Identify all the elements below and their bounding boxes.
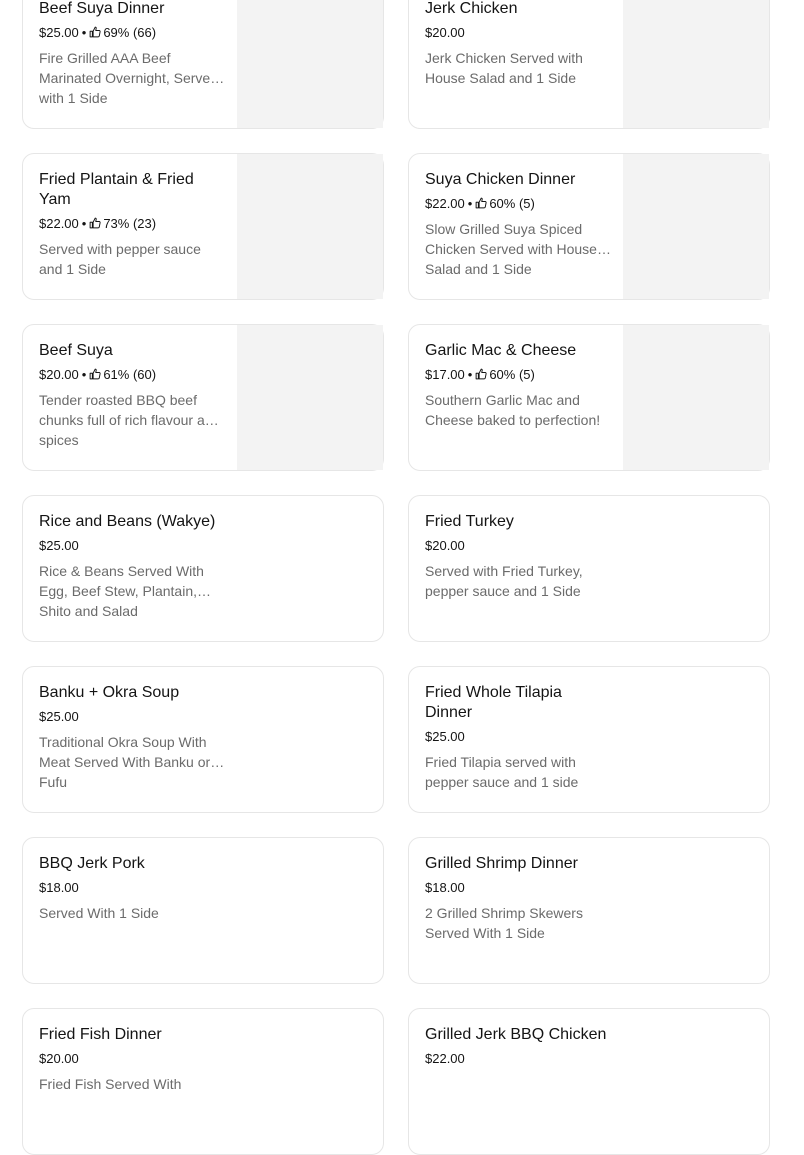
menu-item-name: Beef Suya — [39, 342, 113, 359]
menu-item-info — [39, 854, 225, 923]
menu-item-rating — [79, 25, 156, 40]
menu-item-price: $22.00 — [425, 1051, 465, 1066]
separator-dot: • — [467, 196, 473, 211]
menu-item-image — [237, 325, 383, 470]
menu-item-image — [237, 154, 383, 299]
menu-item-price: $22.00 — [425, 196, 465, 211]
menu-item-price: $25.00 — [425, 729, 465, 744]
menu-item-meta — [39, 366, 225, 384]
menu-item-price: $17.00 — [425, 367, 465, 382]
menu-item-info — [39, 683, 225, 790]
menu-item-info — [39, 0, 225, 106]
menu-item-name: Garlic Mac & Cheese — [425, 342, 577, 359]
menu-item-grid — [22, 0, 772, 1155]
menu-item-rating — [79, 367, 156, 382]
menu-item-card[interactable] — [408, 324, 770, 471]
menu-item-meta — [39, 879, 225, 897]
menu-item-meta — [39, 1050, 225, 1068]
menu-item-description: Traditional Okra Soup With Meat Served With Banku or Fufu — [39, 734, 211, 790]
menu-item-price: $25.00 — [39, 709, 79, 724]
menu-item-card[interactable] — [22, 666, 384, 813]
thumbs-up-icon — [89, 368, 101, 380]
menu-item-info — [39, 512, 225, 619]
menu-item-rating — [79, 216, 156, 231]
menu-item-rating-text: 60% (5) — [489, 196, 535, 211]
menu-item-info — [39, 341, 225, 448]
menu-item-card[interactable] — [22, 0, 384, 129]
menu-item-meta — [425, 1050, 611, 1068]
menu-item-card[interactable] — [22, 837, 384, 984]
menu-item-card[interactable] — [408, 0, 770, 129]
menu-item-description: Served with pepper sauce and 1 Side — [39, 241, 201, 277]
menu-item-name: Grilled Jerk BBQ Chicken — [425, 1026, 607, 1043]
menu-item-card[interactable] — [408, 837, 770, 984]
menu-item-meta — [39, 708, 225, 726]
menu-item-card[interactable] — [22, 495, 384, 642]
menu-item-description: Slow Grilled Suya Spiced Chicken Served with House Salad and 1 Side — [425, 221, 597, 277]
menu-item-card[interactable] — [22, 1008, 384, 1155]
separator-dot: • — [81, 367, 87, 382]
menu-item-image — [623, 325, 769, 470]
menu-item-rating-text: 73% (23) — [103, 216, 157, 231]
menu-item-name: Fried Whole Tilapia Dinner — [425, 684, 562, 721]
menu-item-price: $20.00 — [425, 538, 465, 553]
menu-item-name: Fried Fish Dinner — [39, 1026, 162, 1043]
menu-item-description: Southern Garlic Mac and Cheese baked to perfection! — [425, 392, 601, 428]
menu-item-image — [623, 0, 769, 128]
menu-item-price: $18.00 — [425, 880, 465, 895]
thumbs-up-icon — [89, 217, 101, 229]
menu-item-name: BBQ Jerk Pork — [39, 855, 145, 872]
menu-item-meta — [39, 537, 225, 555]
menu-item-description: Served With 1 Side — [39, 905, 159, 921]
menu-item-meta — [425, 728, 611, 746]
menu-item-rating — [465, 367, 535, 382]
menu-item-card[interactable] — [22, 153, 384, 300]
separator-dot: • — [81, 25, 87, 40]
menu-item-image — [237, 0, 383, 128]
menu-item-image — [623, 154, 769, 299]
menu-item-info — [425, 512, 611, 601]
menu-item-price: $22.00 — [39, 216, 79, 231]
menu-item-card[interactable] — [408, 1008, 770, 1155]
menu-item-meta — [425, 879, 611, 897]
menu-item-price: $20.00 — [39, 367, 79, 382]
menu-item-description: Fried Tilapia served with pepper sauce and 1 side — [425, 754, 579, 790]
menu-item-rating — [465, 196, 535, 211]
menu-item-card[interactable] — [408, 153, 770, 300]
menu-item-meta — [425, 537, 611, 555]
menu-item-price: $20.00 — [425, 25, 465, 40]
menu-item-name: Jerk Chicken — [425, 0, 518, 17]
menu-item-info — [39, 1025, 225, 1094]
menu-item-info — [425, 341, 611, 430]
menu-item-meta — [39, 24, 225, 42]
menu-item-name: Grilled Shrimp Dinner — [425, 855, 578, 872]
menu-item-description: Jerk Chicken Served with House Salad and 1 Side — [425, 50, 583, 86]
menu-item-name: Rice and Beans (Wakye) — [39, 513, 216, 530]
menu-item-card[interactable] — [408, 495, 770, 642]
menu-item-rating-text: 69% (66) — [103, 25, 157, 40]
menu-item-price: $20.00 — [39, 1051, 79, 1066]
menu-item-name: Banku + Okra Soup — [39, 684, 180, 701]
menu-item-price: $25.00 — [39, 25, 79, 40]
menu-item-info — [425, 170, 611, 277]
menu-item-meta — [425, 195, 611, 213]
menu-item-name: Suya Chicken Dinner — [425, 171, 576, 188]
thumbs-up-icon — [89, 26, 101, 38]
separator-dot: • — [467, 367, 473, 382]
menu-item-description: Served with Fried Turkey, pepper sauce and 1 Side — [425, 563, 583, 599]
menu-item-meta — [425, 24, 611, 42]
menu-item-name: Beef Suya Dinner — [39, 0, 165, 17]
menu-item-meta — [39, 215, 225, 233]
menu-item-info — [425, 0, 611, 88]
menu-item-info — [425, 854, 611, 943]
menu-item-description: 2 Grilled Shrimp Skewers Served With 1 Side — [425, 905, 583, 941]
menu-item-description: Fire Grilled AAA Beef Marinated Overnight, Served with 1 Side — [39, 50, 218, 106]
menu-item-description: Rice & Beans Served With Egg, Beef Stew, Plantain, Shito and Salad — [39, 563, 204, 619]
menu-item-info — [425, 1025, 611, 1074]
thumbs-up-icon — [475, 197, 487, 209]
menu-item-description: Fried Fish Served With — [39, 1076, 182, 1092]
menu-item-card[interactable] — [22, 324, 384, 471]
menu-item-rating-text: 61% (60) — [103, 367, 157, 382]
menu-item-card[interactable] — [408, 666, 770, 813]
menu-item-name: Fried Turkey — [425, 513, 514, 530]
menu-item-info — [425, 683, 611, 792]
menu-item-rating-text: 60% (5) — [489, 367, 535, 382]
menu-item-name: Fried Plantain & Fried Yam — [39, 171, 194, 208]
menu-item-price: $18.00 — [39, 880, 79, 895]
thumbs-up-icon — [475, 368, 487, 380]
separator-dot: • — [81, 216, 87, 231]
menu-item-meta — [425, 366, 611, 384]
menu-item-price: $25.00 — [39, 538, 79, 553]
menu-item-description: Tender roasted BBQ beef chunks full of rich flavour and spices — [39, 392, 221, 448]
menu-item-info — [39, 170, 225, 279]
